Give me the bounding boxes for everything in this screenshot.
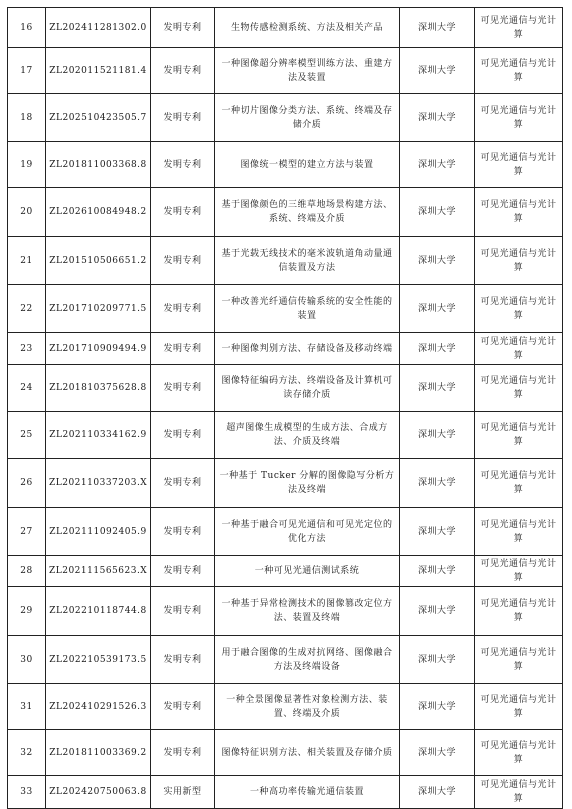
patent-owner: 深圳大学 <box>400 459 475 508</box>
patent-table-body <box>8 8 563 809</box>
patent-title: 生物传感检测系统、方法及相关产品 <box>215 8 400 48</box>
technology-area: 可见光通信与光计算 <box>475 94 563 142</box>
application-number: ZL202110337203.X <box>46 459 151 508</box>
patent-owner: 深圳大学 <box>400 587 475 636</box>
patent-owner: 深圳大学 <box>400 556 475 587</box>
technology-area: 可见光通信与光计算 <box>475 587 563 636</box>
application-number: ZL202420750063.8 <box>46 776 151 809</box>
technology-area: 可见光通信与光计算 <box>475 776 563 809</box>
technology-area: 可见光通信与光计算 <box>475 237 563 285</box>
patent-type: 发明专利 <box>151 142 215 188</box>
patent-type: 发明专利 <box>151 556 215 587</box>
patent-type: 发明专利 <box>151 94 215 142</box>
row-number: 27 <box>8 508 46 556</box>
technology-area: 可见光通信与光计算 <box>475 333 563 365</box>
patent-type: 发明专利 <box>151 636 215 684</box>
patent-title: 一种切片图像分类方法、系统、终端及存储介质 <box>215 94 400 142</box>
patent-type: 发明专利 <box>151 188 215 237</box>
patent-title: 图像统一模型的建立方法与装置 <box>215 142 400 188</box>
application-number: ZL202210539173.5 <box>46 636 151 684</box>
technology-area: 可见光通信与光计算 <box>475 508 563 556</box>
row-number: 19 <box>8 142 46 188</box>
patent-title: 一种改善光纤通信传输系统的安全性能的装置 <box>215 285 400 333</box>
patent-type: 发明专利 <box>151 730 215 776</box>
table-row <box>8 459 563 508</box>
patent-owner: 深圳大学 <box>400 48 475 94</box>
table-row <box>8 48 563 94</box>
patent-owner: 深圳大学 <box>400 285 475 333</box>
patent-type: 发明专利 <box>151 365 215 412</box>
row-number: 17 <box>8 48 46 94</box>
table-row <box>8 94 563 142</box>
patent-owner: 深圳大学 <box>400 684 475 730</box>
technology-area: 可见光通信与光计算 <box>475 142 563 188</box>
patent-title: 基于图像颜色的三维草地场景构建方法、系统、终端及介质 <box>215 188 400 237</box>
application-number: ZL202610084948.2 <box>46 188 151 237</box>
patent-owner: 深圳大学 <box>400 508 475 556</box>
patent-title: 一种可见光通信测试系统 <box>215 556 400 587</box>
application-number: ZL202011521181.4 <box>46 48 151 94</box>
technology-area: 可见光通信与光计算 <box>475 285 563 333</box>
patent-title: 一种基于异常检测技术的图像篡改定位方法、装置及终端 <box>215 587 400 636</box>
row-number: 16 <box>8 8 46 48</box>
patent-title: 一种图像超分辨率模型训练方法、重建方法及装置 <box>215 48 400 94</box>
row-number: 24 <box>8 365 46 412</box>
patent-title: 图像特征识别方法、相关装置及存储介质 <box>215 730 400 776</box>
patent-table <box>7 7 563 809</box>
table-row <box>8 142 563 188</box>
technology-area: 可见光通信与光计算 <box>475 48 563 94</box>
patent-owner: 深圳大学 <box>400 8 475 48</box>
application-number: ZL201811003369.2 <box>46 730 151 776</box>
patent-title: 一种基于 Tucker 分解的图像隐写分析方法及终端 <box>215 459 400 508</box>
patent-type: 发明专利 <box>151 684 215 730</box>
application-number: ZL202210118744.8 <box>46 587 151 636</box>
table-row <box>8 365 563 412</box>
patent-type: 发明专利 <box>151 285 215 333</box>
table-row <box>8 285 563 333</box>
application-number: ZL201810375628.8 <box>46 365 151 412</box>
row-number: 23 <box>8 333 46 365</box>
patent-owner: 深圳大学 <box>400 730 475 776</box>
patent-owner: 深圳大学 <box>400 636 475 684</box>
application-number: ZL202410291526.3 <box>46 684 151 730</box>
table-row <box>8 587 563 636</box>
patent-owner: 深圳大学 <box>400 142 475 188</box>
table-row <box>8 188 563 237</box>
application-number: ZL202111092405.9 <box>46 508 151 556</box>
patent-title: 一种高功率传输光通信装置 <box>215 776 400 809</box>
technology-area: 可见光通信与光计算 <box>475 188 563 237</box>
application-number: ZL202111565623.X <box>46 556 151 587</box>
patent-owner: 深圳大学 <box>400 412 475 459</box>
table-row <box>8 237 563 285</box>
technology-area: 可见光通信与光计算 <box>475 684 563 730</box>
technology-area: 可见光通信与光计算 <box>475 556 563 587</box>
application-number: ZL202411281302.0 <box>46 8 151 48</box>
patent-type: 发明专利 <box>151 587 215 636</box>
application-number: ZL201710209771.5 <box>46 285 151 333</box>
application-number: ZL202110334162.9 <box>46 412 151 459</box>
table-row <box>8 730 563 776</box>
patent-title: 一种基于融合可见光通信和可见光定位的优化方法 <box>215 508 400 556</box>
patent-type: 发明专利 <box>151 48 215 94</box>
technology-area: 可见光通信与光计算 <box>475 8 563 48</box>
row-number: 26 <box>8 459 46 508</box>
patent-type: 发明专利 <box>151 237 215 285</box>
patent-owner: 深圳大学 <box>400 333 475 365</box>
table-row <box>8 556 563 587</box>
technology-area: 可见光通信与光计算 <box>475 636 563 684</box>
patent-owner: 深圳大学 <box>400 188 475 237</box>
row-number: 18 <box>8 94 46 142</box>
table-row <box>8 8 563 48</box>
table-row <box>8 684 563 730</box>
patent-title: 用于融合图像的生成对抗网络、图像融合方法及终端设备 <box>215 636 400 684</box>
application-number: ZL202510423505.7 <box>46 94 151 142</box>
table-row <box>8 412 563 459</box>
patent-owner: 深圳大学 <box>400 237 475 285</box>
patent-title: 超声图像生成模型的生成方法、合成方法、介质及终端 <box>215 412 400 459</box>
patent-title: 基于光载无线技术的毫米波轨道角动量通信装置及方法 <box>215 237 400 285</box>
patent-type: 实用新型 <box>151 776 215 809</box>
patent-title: 一种图像判别方法、存储设备及移动终端 <box>215 333 400 365</box>
table-row <box>8 333 563 365</box>
row-number: 29 <box>8 587 46 636</box>
patent-title: 图像特征编码方法、终端设备及计算机可读存储介质 <box>215 365 400 412</box>
patent-owner: 深圳大学 <box>400 365 475 412</box>
row-number: 21 <box>8 237 46 285</box>
table-row <box>8 776 563 809</box>
row-number: 28 <box>8 556 46 587</box>
technology-area: 可见光通信与光计算 <box>475 730 563 776</box>
table-row <box>8 508 563 556</box>
row-number: 33 <box>8 776 46 809</box>
row-number: 32 <box>8 730 46 776</box>
patent-owner: 深圳大学 <box>400 776 475 809</box>
patent-type: 发明专利 <box>151 508 215 556</box>
patent-type: 发明专利 <box>151 333 215 365</box>
technology-area: 可见光通信与光计算 <box>475 412 563 459</box>
application-number: ZL201710909494.9 <box>46 333 151 365</box>
patent-title: 一种全景图像显著性对象检测方法、装置、终端及介质 <box>215 684 400 730</box>
row-number: 31 <box>8 684 46 730</box>
patent-type: 发明专利 <box>151 8 215 48</box>
row-number: 25 <box>8 412 46 459</box>
patent-type: 发明专利 <box>151 459 215 508</box>
technology-area: 可见光通信与光计算 <box>475 365 563 412</box>
row-number: 22 <box>8 285 46 333</box>
row-number: 20 <box>8 188 46 237</box>
application-number: ZL201510506651.2 <box>46 237 151 285</box>
patent-type: 发明专利 <box>151 412 215 459</box>
application-number: ZL201811003368.8 <box>46 142 151 188</box>
table-row <box>8 636 563 684</box>
patent-owner: 深圳大学 <box>400 94 475 142</box>
row-number: 30 <box>8 636 46 684</box>
technology-area: 可见光通信与光计算 <box>475 459 563 508</box>
